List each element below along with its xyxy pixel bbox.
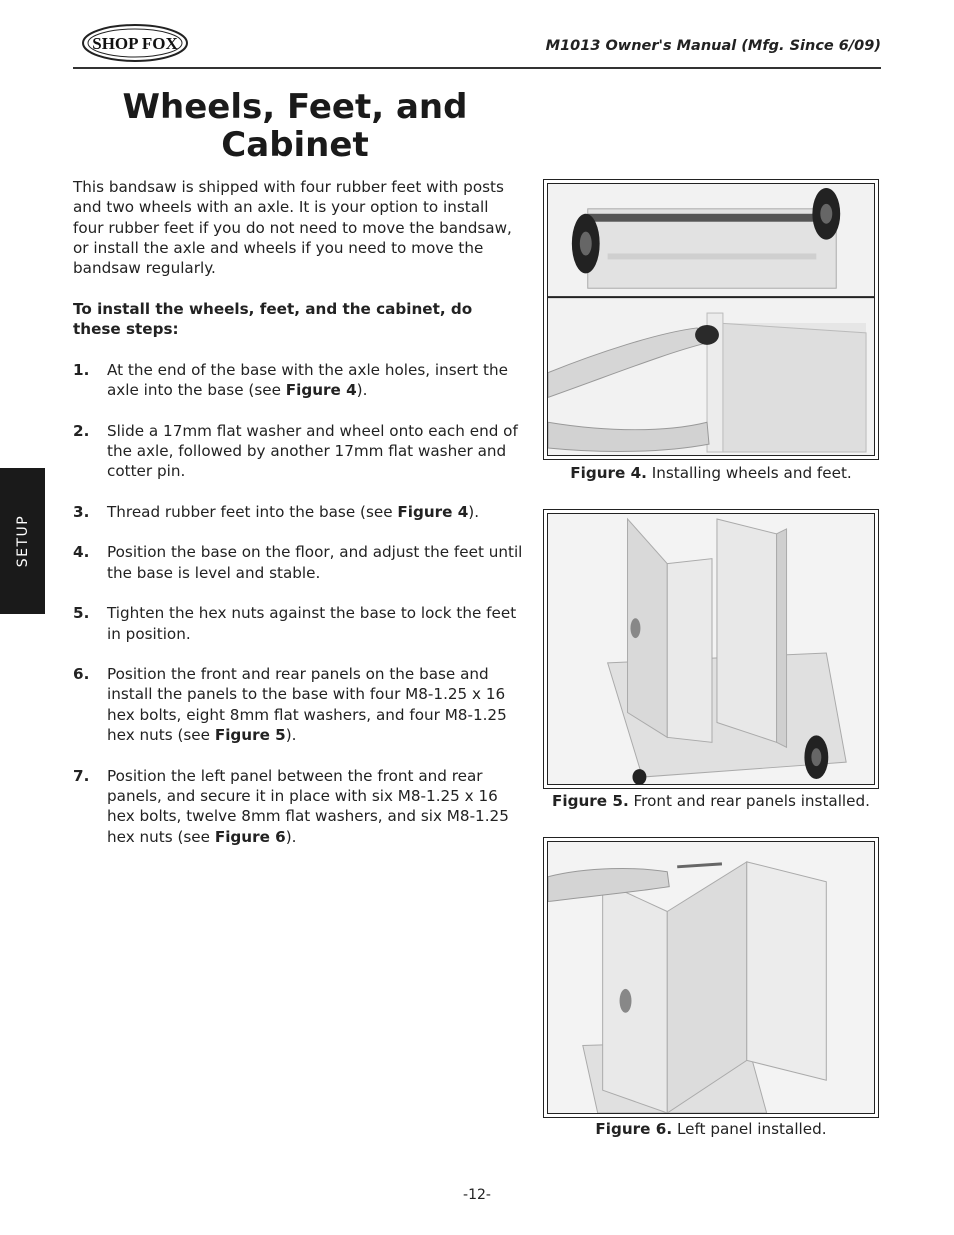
step-item [73, 664, 523, 745]
shop-fox-logo [80, 22, 190, 64]
figure-caption-text: Front and rear panels installed. [633, 792, 870, 810]
step-number: 1. [73, 360, 90, 379]
left-panel-installed-photo [548, 842, 874, 1113]
header-divider [73, 67, 881, 69]
step-text: Position the left panel between the front and rear panels, and secure it in place with six M8-1.25 x 16 hex bolts, twelve 8mm flat washers, and six M8-1.25 hex nuts (see [107, 766, 509, 846]
figure-reference: Figure 4 [285, 380, 357, 399]
step-text: Thread rubber feet into the base (see [107, 502, 398, 521]
wheels-feet-photo [548, 184, 874, 455]
step-text-end: ). [285, 726, 297, 745]
page-title-line-2: Cabinet [221, 125, 369, 165]
figure-reference: Figure 6 [214, 827, 286, 846]
step-item [73, 542, 523, 583]
step-number: 2. [73, 421, 90, 440]
panels-installed-photo [548, 514, 874, 784]
figure-4-caption [543, 464, 879, 482]
figure-reference: Figure 4 [397, 502, 469, 521]
manual-title: M1013 Owner's Manual (Mfg. Since 6/09) [545, 38, 881, 54]
page-number: -12- [463, 1187, 491, 1203]
step-text-end: ). [356, 380, 368, 399]
section-tab [0, 468, 45, 614]
figure-caption-text: Installing wheels and feet. [651, 464, 852, 482]
figure-6-caption [543, 1120, 879, 1138]
step-number: 5. [73, 604, 90, 623]
figure-label: Figure 4. [570, 464, 647, 482]
figure-reference: Figure 5 [214, 726, 286, 745]
step-item [73, 360, 523, 401]
figure-4-photo [543, 179, 879, 460]
svg-text:SHOP FOX: SHOP FOX [92, 34, 178, 53]
step-text: Tighten the hex nuts against the base to lock the feet in position. [107, 604, 517, 643]
step-text-end: ). [468, 502, 480, 521]
figure-label: Figure 5. [552, 792, 629, 810]
step-number: 4. [73, 543, 90, 562]
figure-label: Figure 6. [595, 1120, 673, 1138]
step-text: Position the base on the floor, and adjust the feet until the base is level and stable. [107, 543, 523, 582]
figure-6-photo [543, 837, 879, 1118]
step-item [73, 502, 523, 522]
step-number: 7. [73, 766, 90, 785]
page-title-line-1: Wheels, Feet, and [122, 87, 468, 127]
step-number: 3. [73, 502, 90, 521]
steps-heading: To install the wheels, feet, and the cabinet, do these steps: [73, 299, 473, 339]
step-text: Slide a 17mm flat washer and wheel onto each end of the axle, followed by another 17mm flat washer and cotter pin. [107, 421, 518, 481]
figure-caption-text: Left panel installed. [676, 1120, 827, 1138]
figure-5-caption [543, 792, 879, 810]
step-text: Position the front and rear panels on the base and install the panels to the base with four M8-1.25 x 16 hex bolts, eight 8mm flat washers, and four M8-1.25 hex nuts (see [107, 665, 507, 745]
step-item [73, 766, 523, 847]
section-tab-label: SETUP [14, 514, 31, 568]
intro-paragraph: This bandsaw is shipped with four rubber feet with posts and two wheels with an axle. It is your option to install four rubber feet if you do not need to move the bandsaw, or install the axle and wheels if you need to move the bandsaw regularly. [73, 178, 512, 278]
step-text-end: ). [285, 827, 297, 846]
page-title [95, 88, 495, 164]
figure-5-photo [543, 509, 879, 789]
step-item [73, 421, 523, 482]
step-number: 6. [73, 665, 90, 684]
step-text: At the end of the base with the axle holes, insert the axle into the base (see [107, 360, 508, 399]
instructions-column [73, 177, 523, 867]
step-item [73, 603, 523, 644]
